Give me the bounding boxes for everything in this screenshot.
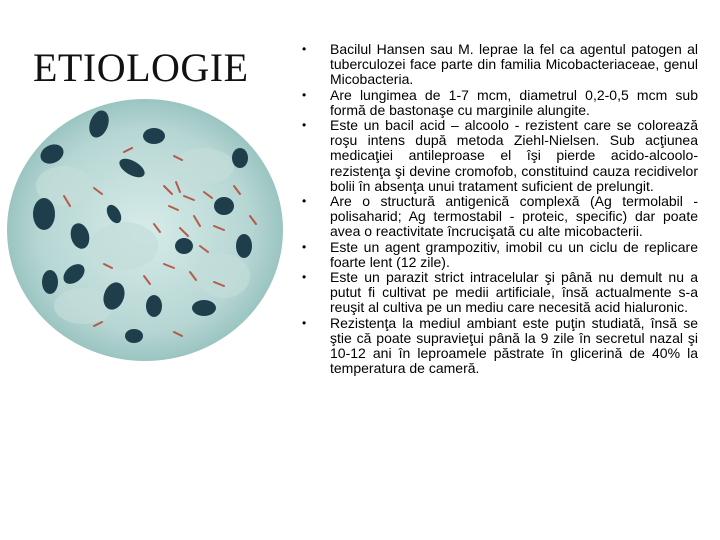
slide-title: ETIOLOGIE (33, 45, 249, 90)
list-item: • Este un agent grampozitiv, imobil cu un ciclu de replicare foarte lent (12 zile). (300, 240, 698, 270)
list-item: • Rezistenţa la mediul ambiant este puţin studiată, însă se ştie că poate supravieţui până la 9 zile în secretul nazal şi 10-12 ani în leproamele păstrate în glicerină de 40% la temperatura de cameră. (300, 316, 698, 377)
list-item: • Are o structură antigenică complexă (Ag termolabil - polisaharid; Ag termostabil - proteic, specific) dar poate avea o reactivitate încrucişată cu alte micobacterii. (300, 194, 698, 240)
list-item: • Este un bacil acid – alcoolo - rezistent care se colorează roşu intens după metoda Ziehl-Nielsen. Sub acţiunea medicaţiei antileproase el îşi pierde acido-alcoolo-rezistenţa şi devine cromofob, constituind cauza recidivelor bolii în absenţa unui tratament suficient de prelungit. (300, 118, 698, 194)
list-item: • Are lungimea de 1-7 mcm, diametrul 0,2-0,5 mcm sub formă de bastonaşe cu marginile alungite. (300, 88, 698, 118)
list-item: • Bacilul Hansen sau M. leprae la fel ca agentul patogen al tuberculozei face parte din familia Micobacteriaceae, genul Micobacteria. (300, 42, 698, 88)
list-item: • Este un parazit strict intracelular şi până nu demult nu a putut fi cultivat pe medii artificiale, însă actualmente s-a reuşit al cultiva pe un mediu care necesită acid hialuronic. (300, 270, 698, 316)
bacteria-micrograph-icon (4, 96, 286, 364)
bullet-list (300, 42, 698, 376)
